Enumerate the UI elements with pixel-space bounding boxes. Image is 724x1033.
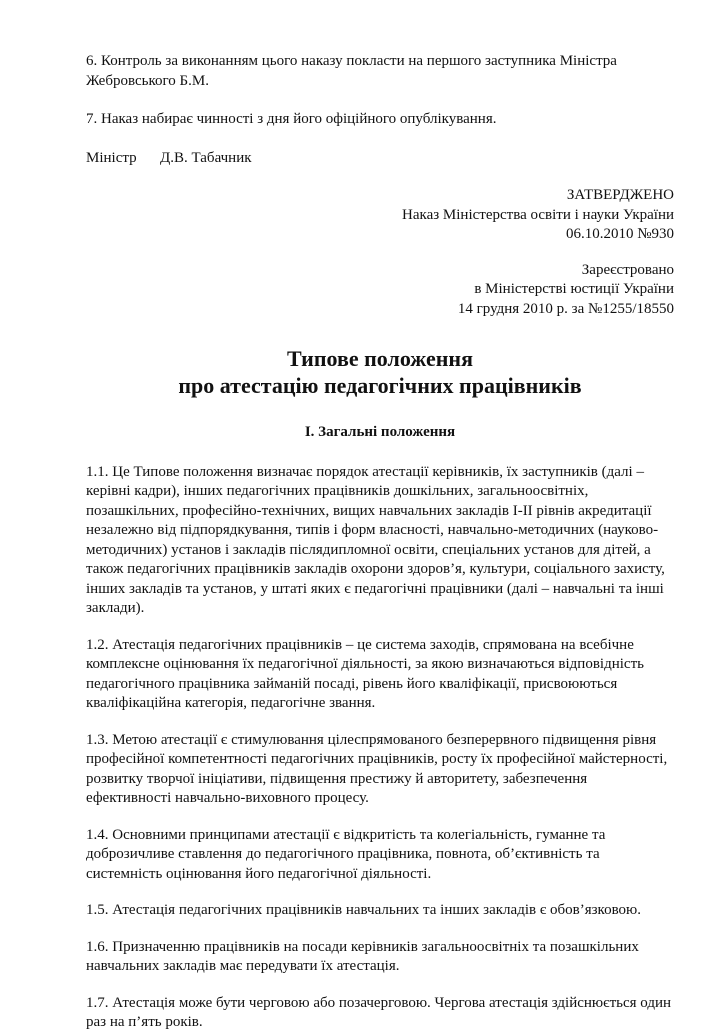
minister-role: Міністр — [86, 149, 137, 166]
clause-1-2: 1.2. Атестація педагогічних працівників – це система заходів, спрямована на всебічне комплексне оцінювання їх педагогічної діяльності, за якою визначаються відповідність педагогічного працівника займаній посаді, рівень його кваліфікації, присвоюються кваліфікаційна категорія, педагогічне звання. — [86, 636, 644, 711]
order-item-6: 6. Контроль за виконанням цього наказу покласти на першого заступника Міністра Жебровського Б.М. — [86, 53, 617, 89]
clause-1-7: 1.7. Атестація може бути черговою або позачерговою. Чергова атестація здійснюється один раз на п’ять років. — [86, 994, 672, 1030]
approval-block — [86, 186, 674, 245]
document-title — [86, 345, 674, 399]
order-item-7: 7. Наказ набирає чинності з дня його офіційного опублікування. — [86, 111, 497, 127]
approval-date: 06.10.2010 №930 — [565, 226, 674, 242]
minister-name: Д.В. Табачник — [160, 149, 252, 166]
minister-signature — [86, 149, 674, 169]
registration-ministry: в Міністерстві юстиції України — [474, 281, 674, 297]
clause-1-4: 1.4. Основними принципами атестації є відкритість та колегіальність, гуманне та доброзичливе ставлення до педагогічного працівника, повнота, об’єктивність та системність оцінювання його педагогічної діяльності. — [86, 826, 606, 882]
clause-1-1: 1.1. Це Типове положення визначає порядок атестації керівників, їх заступників (далі – керівні кадри), інших педагогічних працівників дошкільних, загальноосвітніх, позашкільних, професійно-технічних, вищих навчальних закладів I-II рівнів акредитації незалежно від підпорядкування, типів і форм власності, навчально-методичних (науково-методичних) установ і закладів післядипломної освіти, спеціальних установ для дітей, а також педагогічних працівників закладів охорони здоров’я, культури, соціального захисту, інших закладів та установ, у штаті яких є педагогічні працівники (далі – навчальні та інші заклади). — [86, 463, 665, 616]
approval-order: Наказ Міністерства освіти і науки України — [402, 206, 674, 223]
title-line-2: про атестацію педагогічних працівників — [178, 373, 582, 398]
title-line-1: Типове положення — [287, 346, 473, 371]
clause-1-6: 1.6. Призначенню працівників на посади керівників загальноосвітніх та позашкільних навчальних закладів має передувати їх атестація. — [86, 938, 639, 974]
approval-stamp: ЗАТВЕРДЖЕНО — [566, 187, 674, 203]
section-heading: I. Загальні положення — [304, 424, 456, 440]
registration-block — [86, 261, 674, 320]
clause-1-5: 1.5. Атестація педагогічних працівників навчальних та інших закладів є обов’язковою. — [86, 902, 642, 918]
registration-label: Зареєстровано — [581, 261, 674, 278]
clause-1-3: 1.3. Метою атестації є стимулювання цілеспрямованого безперервного підвищення рівня професійної компетентності педагогічних працівників, росту їх професійної майстерності, розвитку творчої ініціативи, підвищення престижу й авторитету, забезпечення ефективності навчально-виховного процесу. — [86, 731, 668, 806]
registration-number: 14 грудня 2010 р. за №1255/18550 — [457, 300, 674, 317]
